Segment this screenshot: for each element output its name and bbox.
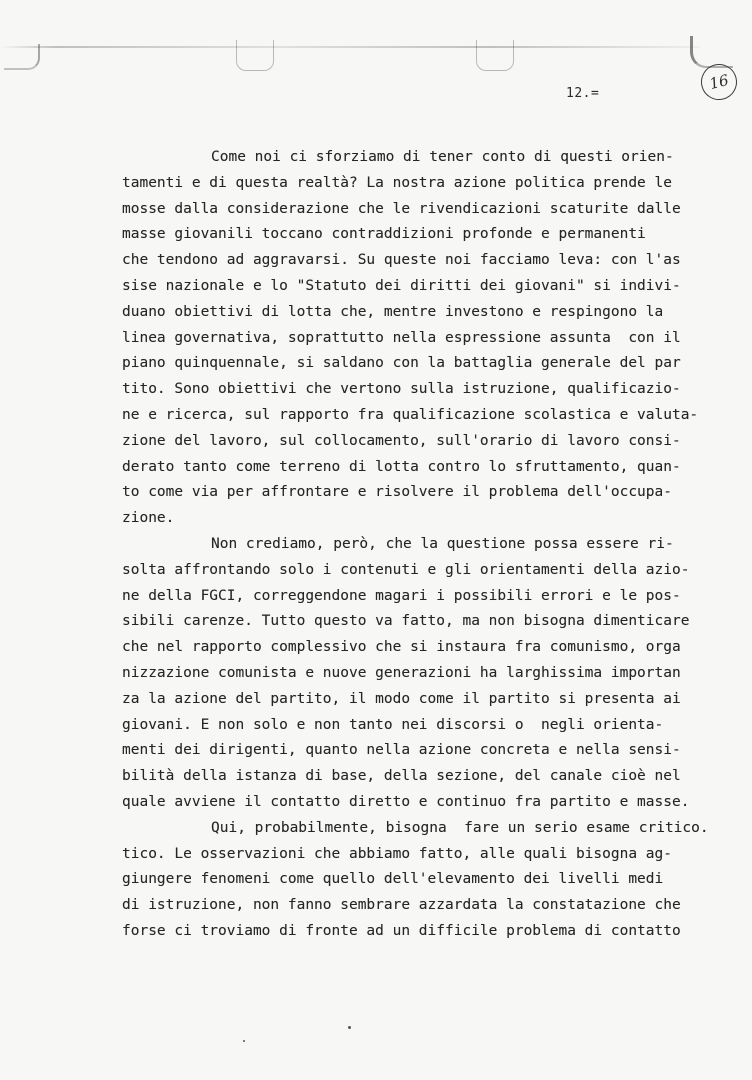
text-line: di istruzione, non fanno sembrare azzardata la constatazione che: [122, 897, 681, 914]
text-line: giungere fenomeni come quello dell'elevamento dei livelli medi: [122, 871, 664, 888]
binder-tab-left: [236, 40, 274, 71]
text-line: Qui, probabilmente, bisogna fare un serio esame critico.: [211, 819, 709, 836]
text-line: che nel rapporto complessivo che si instaura fra comunismo, orga: [122, 639, 681, 656]
text-line: zione.: [122, 510, 175, 527]
text-line: forse ci troviamo di fronte ad un difficile problema di contatto: [122, 922, 681, 939]
text-line: sise nazionale e lo "Statuto dei diritti dei giovani" si indivi-: [122, 277, 681, 294]
text-line: tico. Le osservazioni che abbiamo fatto, alle quali bisogna ag-: [122, 845, 672, 862]
binder-right-mark: [690, 36, 733, 68]
text-line: giovani. E non solo e non tanto nei discorsi o negli orienta-: [122, 716, 664, 733]
page-number: 12.=: [566, 86, 600, 101]
text-line: to come via per affrontare e risolvere il problema dell'occupa-: [122, 484, 672, 501]
text-line: masse giovanili toccano contraddizioni profonde e permanenti: [122, 226, 646, 243]
text-line: solta affrontando solo i contenuti e gli orientamenti della azio-: [122, 561, 690, 578]
text-line: linea governativa, soprattutto nella espressione assunta con il: [122, 329, 681, 346]
text-line: duano obiettivi di lotta che, mentre investono e respingono la: [122, 303, 664, 320]
binder-corner-mark: [4, 44, 40, 70]
typewritten-body: [122, 145, 709, 945]
text-line: nizzazione comunista e nuove generazioni ha larghissima importan: [122, 664, 681, 681]
text-line: sibili carenze. Tutto questo va fatto, ma non bisogna dimenticare: [122, 613, 690, 630]
text-line: mosse dalla considerazione che le rivendicazioni scaturite dalle: [122, 200, 681, 217]
text-line: za la azione del partito, il modo come il partito si presenta ai: [122, 690, 681, 707]
text-line: tamenti e di questa realtà? La nostra azione politica prende le: [122, 174, 672, 191]
scan-top-edge: [0, 46, 700, 48]
text-line: Non crediamo, però, che la questione possa essere ri-: [211, 535, 674, 552]
scan-speck: [348, 1026, 351, 1029]
text-line: ne e ricerca, sul rapporto fra qualificazione scolastica e valuta-: [122, 406, 699, 423]
binder-tab-right: [476, 40, 514, 71]
text-line: derato tanto come terreno di lotta contro lo sfruttamento, quan-: [122, 458, 681, 475]
text-line: ne della FGCI, correggendone magari i possibili errori e le pos-: [122, 587, 681, 604]
text-line: quale avviene il contatto diretto e continuo fra partito e masse.: [122, 793, 690, 810]
text-line: tito. Sono obiettivi che vertono sulla istruzione, qualificazio-: [122, 381, 681, 398]
text-line: piano quinquennale, si saldano con la battaglia generale del par: [122, 355, 681, 372]
text-line: menti dei dirigenti, quanto nella azione concreta e nella sensi-: [122, 742, 681, 759]
text-line: che tendono ad aggravarsi. Su queste noi facciamo leva: con l'as: [122, 252, 681, 269]
scan-speck: [243, 1040, 245, 1042]
archive-stamp: 16: [697, 60, 741, 104]
text-line: Come noi ci sforziamo di tener conto di questi orien-: [211, 149, 674, 165]
text-line: bilità della istanza di base, della sezione, del canale cioè nel: [122, 768, 681, 785]
text-line: zione del lavoro, sul collocamento, sull'orario di lavoro consi-: [122, 432, 681, 449]
